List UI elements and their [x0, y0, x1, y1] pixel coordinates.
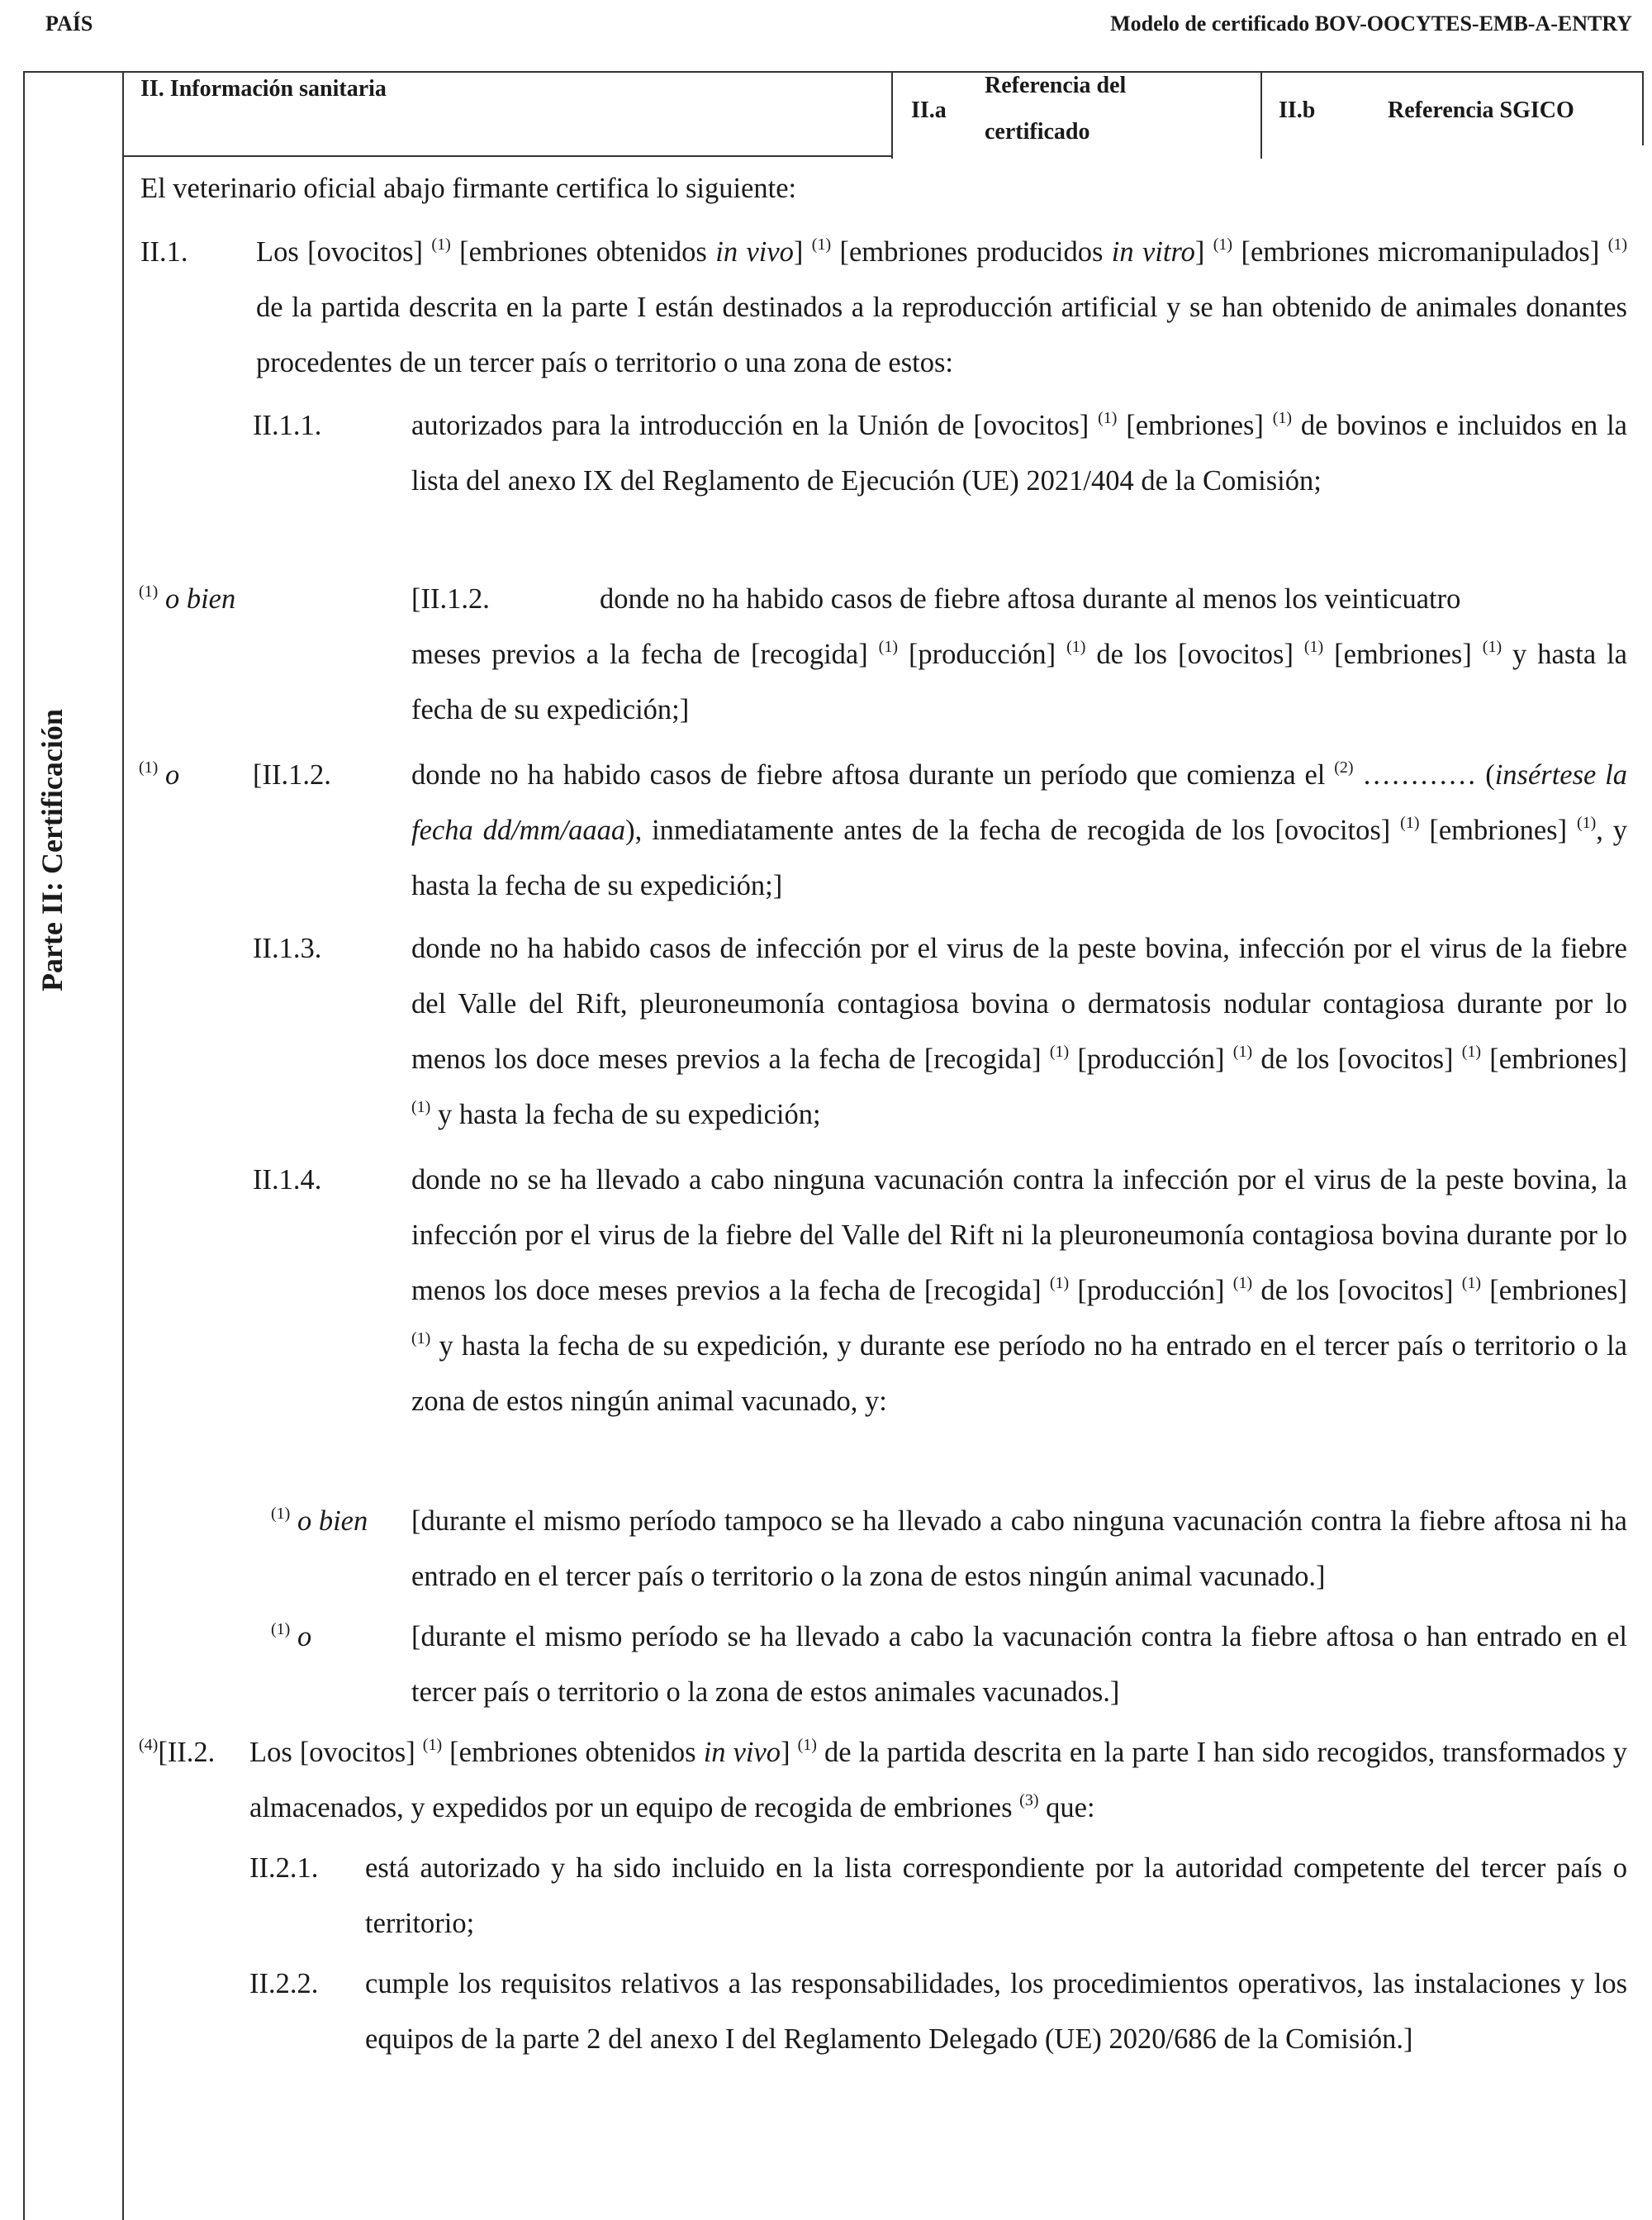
frame-inner-left-line	[122, 71, 124, 2220]
intro-text: El veterinario oficial abajo firmante certifica lo siguiente:	[140, 173, 797, 204]
option-marker-o-2: $^{(1)}$ o	[271, 1620, 312, 1652]
option-marker-o-bien: $^{(1)}$ o bien	[139, 582, 236, 615]
clause-ii2: Los [ovocitos] $^{(1)}$ [embriones obtenidos in vivo] $^{(1)}$ de la partida descrita en la parte I han sido recogidos, transformados y almacenados, y expedidos por un equipo de recogida de embriones $^{(3)}$ que:	[249, 1736, 1627, 1823]
clause-ii12a-line1: donde no ha habido casos de fiebre aftosa durante al menos los veinticuatro	[600, 583, 1461, 615]
clause-ii12b: donde no ha habido casos de fiebre aftosa durante un período que comienza el $^{(2)}$ ………… (insértese la fecha dd/mm/aaaa), inmediatamente antes de la fecha de recogida de los [ovocitos] $^{(1)}$ [embriones] $^{(1)}$, y hasta la fecha de su expedición;]	[411, 758, 1628, 901]
section-title: II. Información sanitaria	[140, 76, 387, 102]
clause-number-ii22: II.2.2.	[249, 1968, 319, 1999]
clause-number-ii11: II.1.1.	[253, 410, 322, 441]
option-marker-o-bien-2: $^{(1)}$ o bien	[271, 1505, 368, 1537]
frame-right-line	[1642, 71, 1644, 145]
box-divider-b	[1260, 71, 1262, 159]
clause-number-ii1: II.1.	[140, 236, 188, 268]
clause-number-ii21: II.2.1.	[249, 1852, 319, 1884]
clause-ii22: cumple los requisitos relativos a las responsabilidades, los procedimientos operativos, las instalaciones y los equipos de la parte 2 del anexo I del Reglamento Delegado (UE) 2020/686 de la Comisión.]	[365, 1968, 1627, 2055]
box-bottom-line	[122, 155, 891, 157]
frame-left-line	[23, 71, 25, 2220]
clause-number-ii13: II.1.3.	[253, 933, 322, 964]
clause-ii14: donde no se ha llevado a cabo ninguna vacunación contra la infección por el virus de la peste bovina, la infección por el virus de la fiebre del Valle del Rift ni la pleuroneumonía contagiosa bovina durante por lo menos los doce meses previos a la fecha de [recogida] $^{(1)}$ [producción] $^{(1)}$ de los [ovocitos] $^{(1)}$ [embriones] $^{(1)}$ y hasta la fecha de su expedición, y durante ese período no ha entrado en el tercer país o territorio o la zona de estos ningún animal vacunado, y:	[411, 1164, 1627, 1417]
country-label: PAÍS	[45, 12, 93, 36]
option-marker-o: $^{(1)}$ o	[139, 758, 180, 791]
clause-ii14-option-a: [durante el mismo período tampoco se ha llevado a cabo ninguna vacunación contra la fiebre aftosa ni ha entrado en el tercer país o territorio o la zona de estos ningún animal vacunado.]	[411, 1505, 1627, 1592]
ref-a-label-2: certificado	[985, 119, 1090, 145]
clause-number-ii12b: [II.1.2.	[253, 759, 331, 791]
side-section-label: Parte II: Certificación	[36, 709, 69, 991]
box-divider-a	[891, 71, 893, 159]
clause-ii12a-rest: meses previos a la fecha de [recogida] $^{(1)}$ [producción] $^{(1)}$ de los [ovocitos] $^{(1)}$ [embriones] $^{(1)}$ y hasta la fecha de su expedición;]	[411, 638, 1627, 725]
clause-ii14-option-b: [durante el mismo período se ha llevado a cabo la vacunación contra la fiebre aftosa o han entrado en el tercer país o territorio o la zona de estos animales vacunados.]	[411, 1621, 1627, 1708]
clause-ii21: está autorizado y ha sido incluido en la lista correspondiente por la autoridad competente del tercer país o territorio;	[365, 1852, 1627, 1939]
clause-ii1: Los [ovocitos] $^{(1)}$ [embriones obtenidos in vivo] $^{(1)}$ [embriones producidos in vitro] $^{(1)}$ [embriones micromanipulados] $^{(1)}$ de la partida descrita en la parte I están destinados a la reproducción artificial y se han obtenido de animales donantes procedentes de un tercer país o territorio o una zona de estos:	[256, 235, 1628, 378]
ref-a-code: II.a	[911, 97, 947, 123]
frame-top-line	[23, 71, 1644, 73]
clause-ii13: donde no ha habido casos de infección por el virus de la peste bovina, infección por el virus de la fiebre del Valle del Rift, pleuroneumonía contagiosa bovina o dermatosis nodular contagiosa durante por lo menos los doce meses previos a la fecha de [recogida] $^{(1)}$ [producción] $^{(1)}$ de los [ovocitos] $^{(1)}$ [embriones] $^{(1)}$ y hasta la fecha de su expedición;	[411, 933, 1627, 1130]
clause-number-ii12a: [II.1.2.	[411, 583, 490, 615]
clause-ii11: autorizados para la introducción en la Unión de [ovocitos] $^{(1)}$ [embriones] $^{(1)}$ de bovinos e incluidos en la lista del anexo IX del Reglamento de Ejecución (UE) 2021/404 de la Comisión;	[411, 409, 1627, 497]
ref-b-label: Referencia SGICO	[1388, 97, 1574, 123]
ref-a-label-1: Referencia del	[985, 73, 1127, 98]
clause-number-ii14: II.1.4.	[253, 1164, 322, 1196]
ref-b-code: II.b	[1279, 97, 1316, 123]
certificate-model: Modelo de certificado BOV-OOCYTES-EMB-A-ENTRY	[1110, 12, 1632, 36]
clause-number-ii2: $^{(4)}$[II.2.	[139, 1736, 216, 1768]
